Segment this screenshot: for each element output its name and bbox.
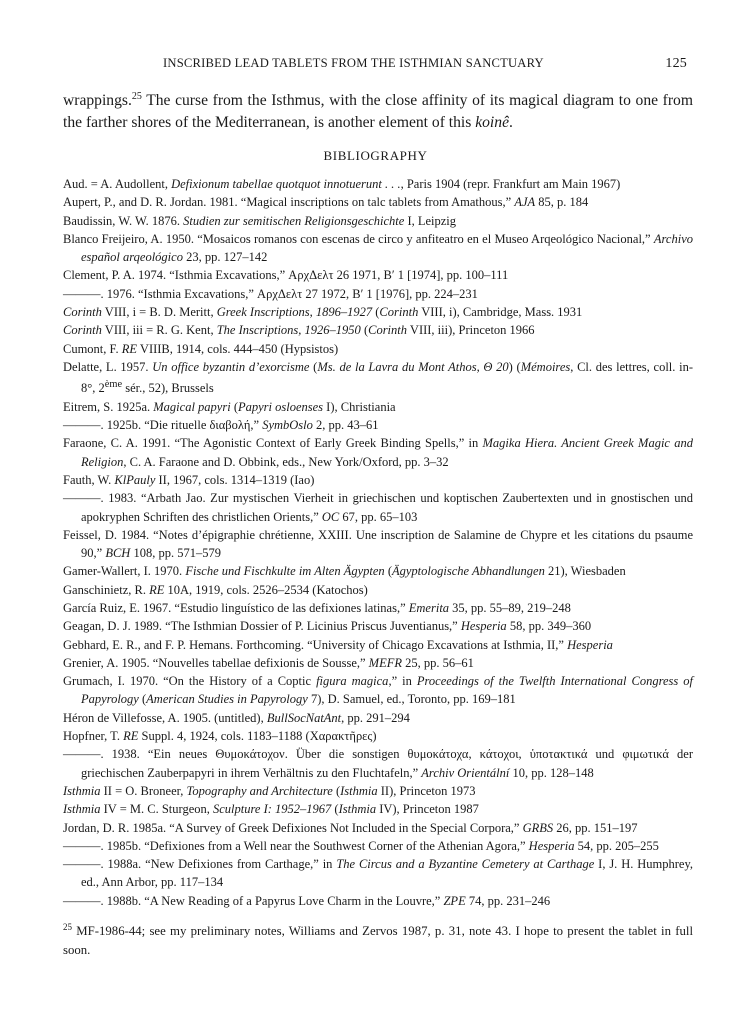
bibliography-entry: Fauth, W. KlPauly II, 1967, cols. 1314–1319 (Iao) bbox=[63, 472, 315, 487]
intro-italic-term: koinê bbox=[475, 114, 509, 131]
bibliography-entry: Gebhard, E. R., and F. P. Hemans. Forthcoming. “University of Chicago Excavations at Isthmia, II,” Hesperia bbox=[63, 637, 613, 652]
footnote-reference[interactable]: 25 bbox=[131, 91, 142, 102]
bibliography-entry: ———. 1925b. “Die rituelle διαβολή,” SymbOslo 2, pp. 43–61 bbox=[63, 418, 379, 433]
bibliography-entry: ———. 1976. “Isthmia Excavations,” ΑρχΔελτ 27 1972, Β′ 1 [1976], pp. 224–231 bbox=[63, 286, 478, 301]
bibliography-entry: Corinth VIII, iii = R. G. Kent, The Inscriptions, 1926–1950 (Corinth VIII, iii), Princeton 1966 bbox=[63, 323, 535, 338]
bibliography-entry: ———. 1938. “Ein neues Θυμοκάτοχον. Über die sonstigen θυμοκάτοχα, κάτοχοι, ὑποτακτικά und φιμωτικά der griechischen Zauberpapyri in ihrem Verhältnis zu den Fluchtafeln,” Archiv Orientální 10, pp. 128–148 bbox=[63, 747, 693, 780]
bibliography-entry: Geagan, D. J. 1989. “The Isthmian Dossier of P. Licinius Priscus Juventianus,” Hesperia 58, pp. 349–360 bbox=[63, 619, 592, 634]
footnote bbox=[63, 922, 693, 960]
bibliography-entry: Jordan, D. R. 1985a. “A Survey of Greek Defixiones Not Included in the Special Corpora,” GRBS 26, pp. 151–197 bbox=[63, 820, 638, 835]
bibliography-entry: Baudissin, W. W. 1876. Studien zur semitischen Religionsgeschichte I, Leipzig bbox=[63, 213, 457, 228]
footnote-number: 25 bbox=[63, 922, 72, 932]
bibliography-entry: Ganschinietz, R. RE 10A, 1919, cols. 2526–2534 (Katochos) bbox=[63, 582, 368, 597]
bibliography-entry: ———. 1988b. “A New Reading of a Papyrus Love Charm in the Louvre,” ZPE 74, pp. 231–246 bbox=[63, 893, 551, 908]
bibliography-list bbox=[63, 175, 693, 910]
bibliography-entry: Aupert, P., and D. R. Jordan. 1981. “Magical inscriptions on talc tablets from Amathous,” AJA 85, p. 184 bbox=[63, 195, 589, 210]
bibliography-entry: ———. 1983. “Arbath Jao. Zur mystischen Vierheit in griechischen und koptischen Zaubertexten und in gnostischen und apokryphen Schriften des christlichen Orients,” OC 67, pp. 65–103 bbox=[63, 491, 693, 524]
intro-text-start: wrappings. bbox=[63, 92, 132, 109]
bibliography-entry: ———. 1988a. “New Defixiones from Carthage,” in The Circus and a Byzantine Cemetery at Carthage I, J. H. Humphrey, ed., Ann Arbor, pp. 117–134 bbox=[63, 857, 694, 890]
intro-paragraph bbox=[63, 90, 693, 134]
bibliography-entry: Faraone, C. A. 1991. “The Agonistic Context of Early Greek Binding Spells,” in Magika Hiera. Ancient Greek Magic and Religion, C. A. Faraone and D. Obbink, eds., New York/Oxford, pp. 3–32 bbox=[63, 436, 693, 469]
bibliography-entry: Isthmia II = O. Broneer, Topography and Architecture (Isthmia II), Princeton 1973 bbox=[63, 783, 476, 798]
bibliography-entry: Hopfner, T. RE Suppl. 4, 1924, cols. 1183–1188 (Χαρακτῆρες) bbox=[63, 729, 377, 744]
bibliography-entry: ———. 1985b. “Defixiones from a Well near the Southwest Corner of the Athenian Agora,” Hesperia 54, pp. 205–255 bbox=[63, 838, 659, 853]
bibliography-entry: Feissel, D. 1984. “Notes d’épigraphie chrétienne, XXIII. Une inscription de Salamine de Chypre et les citations du psaume 90,” BCH 108, pp. 571–579 bbox=[63, 527, 693, 561]
bibliography-entry: Eitrem, S. 1925a. Magical papyri (Papyri osloenses I), Christiania bbox=[63, 399, 396, 414]
bibliography-entry: Grenier, A. 1905. “Nouvelles tabellae defixionis de Sousse,” MEFR 25, pp. 56–61 bbox=[63, 655, 474, 670]
bibliography-entry: Delatte, L. 1957. Un office byzantin d’exorcisme (Ms. de la Lavra du Mont Athos, Θ 20) (Mémoires, Cl. des lettres, coll. in-8°, 2ème sér., 52), Brussels bbox=[63, 359, 693, 396]
running-head-title: INSCRIBED LEAD TABLETS FROM THE ISTHMIAN SANCTUARY bbox=[163, 56, 544, 70]
bibliography-entry: Blanco Freijeiro, A. 1950. “Mosaicos romanos con escenas de circo y anfiteatro en el Museo Arqeológico Nacional,” Archivo español arqeológico 23, pp. 127–142 bbox=[63, 231, 693, 265]
intro-text-end: . bbox=[509, 114, 513, 131]
bibliography-entry: Isthmia IV = M. C. Sturgeon, Sculpture I: 1952–1967 (Isthmia IV), Princeton 1987 bbox=[63, 802, 479, 817]
bibliography-entry: Héron de Villefosse, A. 1905. (untitled), BullSocNatAnt, pp. 291–294 bbox=[63, 710, 410, 725]
bibliography-entry: Corinth VIII, i = B. D. Meritt, Greek Inscriptions, 1896–1927 (Corinth VIII, i), Cambridge, Mass. 1931 bbox=[63, 305, 583, 320]
footnote-text: MF-1986-44; see my preliminary notes, Williams and Zervos 1987, p. 31, note 43. I hope to present the tablet in full soon. bbox=[63, 924, 693, 957]
bibliography-entry: García Ruiz, E. 1967. “Estudio linguístico de las defixiones latinas,” Emerita 35, pp. 55–89, 219–248 bbox=[63, 600, 571, 615]
bibliography-heading: BIBLIOGRAPHY bbox=[323, 148, 428, 163]
bibliography-entry: Aud. = A. Audollent, Defixionum tabellae quotquot innotuerunt . . ., Paris 1904 (repr. Frankfurt am Main 1967) bbox=[63, 177, 621, 191]
intro-text-main: The curse from the Isthmus, with the close affinity of its magical diagram to one from the farther shores of the Mediterranean, is another element of this bbox=[63, 92, 693, 131]
bibliography-entry: Grumach, I. 1970. “On the History of a Coptic figura magica,” in Proceedings of the Twelfth International Congress of Papyrology (American Studies in Papyrology 7), D. Samuel, ed., Toronto, pp. 169–181 bbox=[63, 674, 694, 707]
bibliography-entry: Gamer-Wallert, I. 1970. Fische und Fischkulte im Alten Ägypten (Ägyptologische Abhandlungen 21), Wiesbaden bbox=[63, 564, 626, 579]
page-number: 125 bbox=[665, 56, 687, 71]
running-header bbox=[63, 56, 691, 74]
bibliography-entry: Clement, P. A. 1974. “Isthmia Excavations,” ΑρχΔελτ 26 1971, Β′ 1 [1974], pp. 100–111 bbox=[63, 268, 509, 283]
bibliography-entry: Cumont, F. RE VIIIB, 1914, cols. 444–450 (Hypsistos) bbox=[63, 341, 339, 356]
